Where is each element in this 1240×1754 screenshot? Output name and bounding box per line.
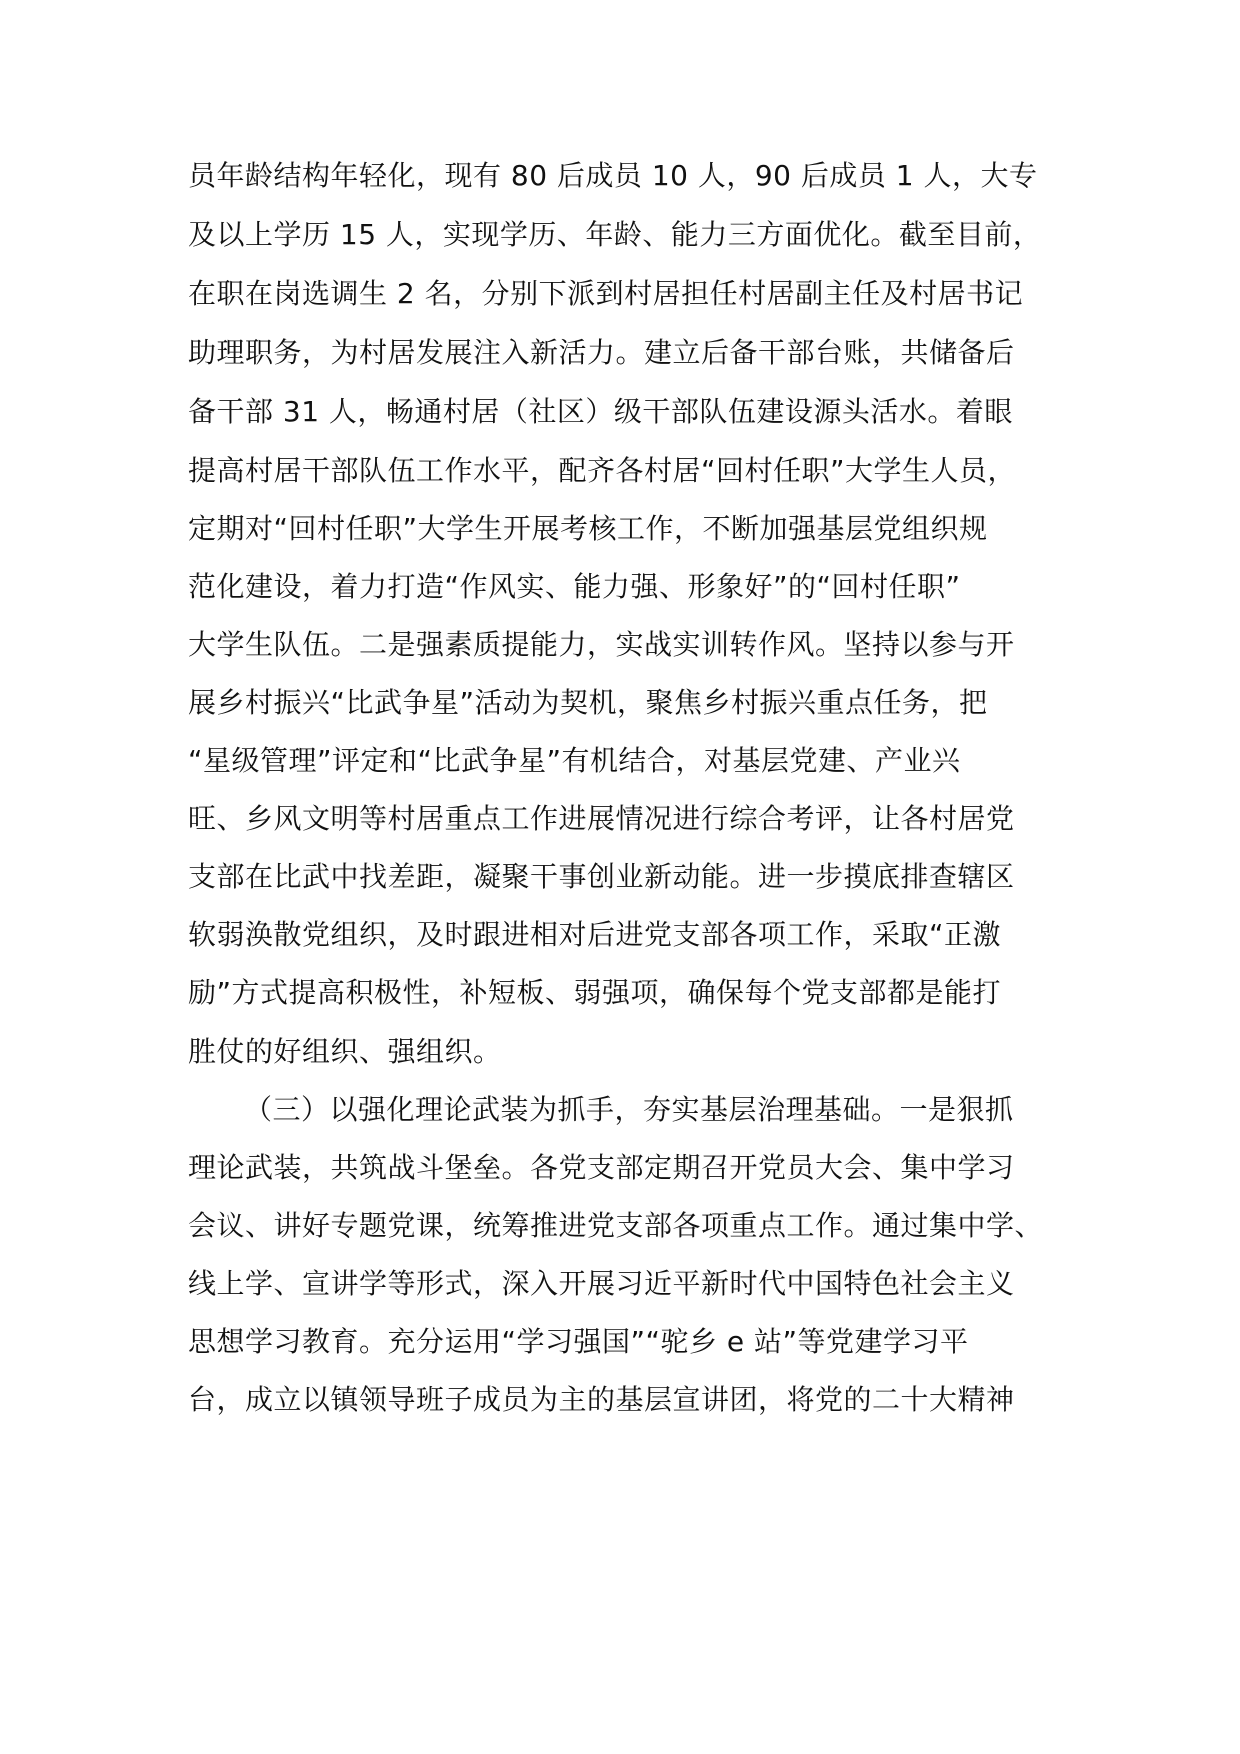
text-line: 及以上学历 15 人，实现学历、年龄、能力三方面优化。截至目前，: [188, 218, 1042, 251]
text-line: 线上学、宣讲学等形式，深入开展习近平新时代中国特色社会主义: [188, 1267, 1015, 1300]
text-line: “星级管理”评定和“比武争星”有机结合，对基层党建、产业兴: [188, 744, 961, 777]
text-line: 展乡村振兴“比武争星”活动为契机，聚焦乡村振兴重点任务，把: [188, 686, 988, 719]
text-line: 定期对“回村任职”大学生开展考核工作，不断加强基层党组织规: [188, 512, 988, 545]
section-heading-line: （三）以强化理论武装为抓手，夯实基层治理基础。一是狠抓: [244, 1093, 1014, 1126]
text-line: 台，成立以镇领导班子成员为主的基层宣讲团，将党的二十大精神: [188, 1383, 1015, 1416]
text-line: 思想学习教育。充分运用“学习强国”“驼乡 e 站”等党建学习平: [188, 1325, 969, 1358]
text-line: 胜仗的好组织、强组织。: [188, 1035, 502, 1068]
text-line: 提高村居干部队伍工作水平，配齐各村居“回村任职”大学生人员，: [188, 454, 1017, 487]
text-line: 大学生队伍。二是强素质提能力，实战实训转作风。坚持以参与开: [188, 628, 1015, 661]
text-line: 范化建设，着力打造“作风实、能力强、形象好”的“回村任职”: [188, 570, 961, 603]
text-line: 励”方式提高积极性，补短板、弱强项，确保每个党支部都是能打: [188, 976, 1002, 1009]
text-line: 会议、讲好专题党课，统筹推进党支部各项重点工作。通过集中学、: [188, 1209, 1044, 1242]
text-line: 助理职务，为村居发展注入新活力。建立后备干部台账，共储备后: [188, 336, 1015, 369]
text-line: 旺、乡风文明等村居重点工作进展情况进行综合考评，让各村居党: [188, 802, 1015, 835]
text-line: 理论武装，共筑战斗堡垒。各党支部定期召开党员大会、集中学习: [188, 1151, 1015, 1184]
text-line: 在职在岗选调生 2 名，分别下派到村居担任村居副主任及村居书记: [188, 277, 1024, 310]
text-line: 员年龄结构年轻化，现有 80 后成员 10 人，90 后成员 1 人，大专: [188, 159, 1038, 192]
text-line: 软弱涣散党组织，及时跟进相对后进党支部各项工作，采取“正激: [188, 918, 1002, 951]
text-line: 支部在比武中找差距，凝聚干事创业新动能。进一步摸底排查辖区: [188, 860, 1015, 893]
text-line: 备干部 31 人，畅通村居（社区）级干部队伍建设源头活水。着眼: [188, 395, 1013, 428]
